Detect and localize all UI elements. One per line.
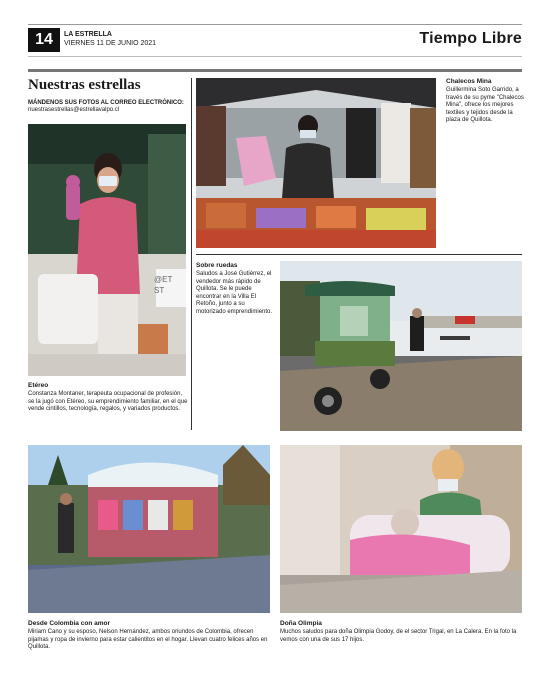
photo-dona-olimpia — [280, 445, 522, 613]
page-number: 14 — [28, 28, 60, 52]
photo-sign-text: @ET ST — [154, 275, 173, 295]
column-rule — [191, 78, 192, 430]
header-bottom-rule — [28, 56, 522, 57]
ruedas-title: Sobre ruedas — [196, 262, 238, 269]
chalecos-title: Chalecos Mina — [446, 78, 492, 85]
feature-title: Nuestras estrellas — [28, 77, 141, 93]
photo-chalecos-mina — [196, 78, 436, 248]
photo-etereo — [28, 124, 186, 376]
newspaper-name: LA ESTRELLA — [64, 31, 112, 38]
photo-sobre-ruedas — [280, 261, 522, 431]
colombia-title: Desde Colombia con amor — [28, 620, 110, 627]
etereo-body: Constanza Montaner, terapeuta ocupacional de profesión, se la jugó con Etéreo, su emprendimiento familiar, en el que vende cintillos, tecnología, regalos, y variados productos. — [28, 391, 188, 413]
feature-subhead: MÁNDENOS SUS FOTOS AL CORREO ELECTRÓNICO: — [28, 100, 184, 106]
colombia-body: Miriam Cano y su esposo, Nelson Hernández, ambos oriundos de Colombia, ofrecen pijamas y ropa de invierno para estar calientitos en el hogar. Llevan cuatro felices años en Quillota. — [28, 629, 268, 651]
feature-email[interactable]: nuestrasestrellas@estrellavalpo.cl — [28, 107, 120, 113]
section-band — [28, 69, 522, 72]
chalecos-body: Guillermina Soto Garrido, a través de su pyme "Chalecos Mina", ofrece los mejores textiles y tejidos desde la plaza de Quillota. — [446, 87, 524, 124]
photo-desde-colombia — [28, 445, 270, 613]
row-rule — [196, 254, 522, 255]
olimpia-title: Doña Olimpia — [280, 620, 322, 627]
issue-date: VIERNES 11 DE JUNIO 2021 — [64, 40, 157, 47]
section-title: Tiempo Libre — [419, 30, 522, 47]
ruedas-body: Saludos a José Gutiérrez, el vendedor más rápido de Quillota. Se le puede encontrar en la Villa El Retoño, junto a su motorizado emprendimiento. — [196, 271, 273, 315]
etereo-title: Etéreo — [28, 382, 49, 389]
olimpia-body: Muchos saludos para doña Olimpia Godoy, de el sector Trigal, en La Calera. En la foto la vemos con una de sus 17 hijos. — [280, 629, 517, 643]
header-top-rule — [28, 24, 522, 25]
